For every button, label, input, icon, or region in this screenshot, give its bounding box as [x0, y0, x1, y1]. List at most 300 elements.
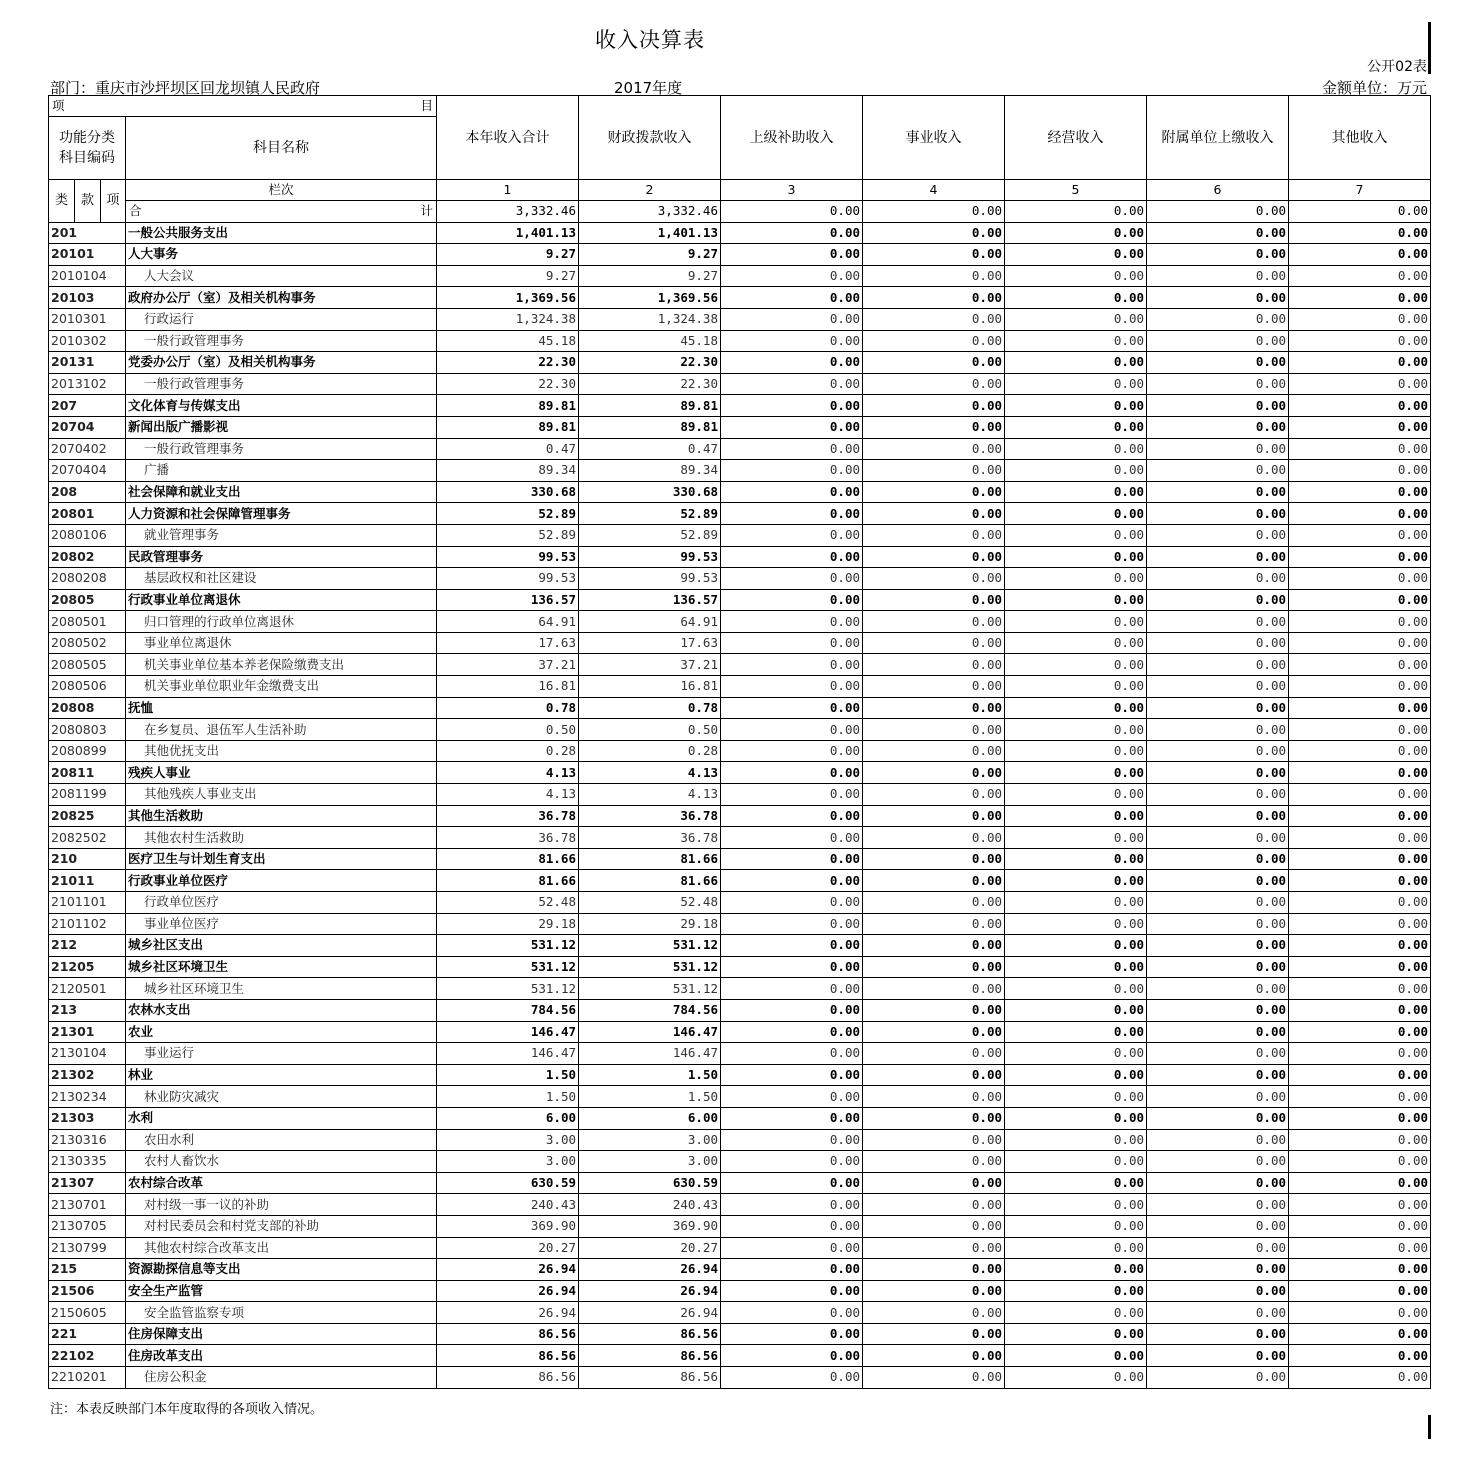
amount-cell: 26.94	[579, 1259, 721, 1281]
amount-cell: 0.00	[1005, 935, 1147, 957]
amount-cell: 0.00	[1005, 265, 1147, 287]
amount-cell: 0.00	[1005, 632, 1147, 654]
subject-name	[126, 1259, 437, 1281]
amount-cell: 0.00	[863, 1086, 1005, 1108]
amount-cell: 52.89	[579, 503, 721, 525]
subject-code: 2130335	[49, 1151, 126, 1173]
amount-cell: 0.00	[863, 244, 1005, 266]
amount-cell: 630.59	[579, 1172, 721, 1194]
amount-cell: 0.00	[1005, 978, 1147, 1000]
amount-cell: 0.00	[721, 373, 863, 395]
amount-cell: 9.27	[579, 265, 721, 287]
subject-name	[126, 568, 437, 590]
amount-cell: 0.00	[721, 1323, 863, 1345]
col-header-2: 财政拨款收入	[579, 96, 721, 180]
amount-cell: 0.00	[1289, 870, 1431, 892]
amount-cell: 531.12	[437, 978, 579, 1000]
amount-cell: 0.00	[1289, 1215, 1431, 1237]
table-row	[49, 416, 1431, 438]
subject-name-text: 水利	[128, 1110, 154, 1126]
amount-cell: 0.00	[1147, 1194, 1289, 1216]
amount-cell: 0.00	[721, 719, 863, 741]
subject-name	[126, 870, 437, 892]
amount-cell: 36.78	[579, 805, 721, 827]
subject-name-text: 一般行政管理事务	[144, 332, 245, 348]
amount-cell: 330.68	[579, 481, 721, 503]
amount-cell: 0.00	[1147, 827, 1289, 849]
amount-cell: 0.00	[1005, 654, 1147, 676]
subject-name-text: 党委办公厅（室）及相关机构事务	[128, 354, 316, 370]
func-code-line2: 科目编码	[59, 150, 115, 166]
amount-cell: 0.00	[721, 416, 863, 438]
table-row	[49, 654, 1431, 676]
amount-cell: 0.00	[1289, 784, 1431, 806]
amount-cell: 86.56	[579, 1345, 721, 1367]
subject-code: 20811	[49, 762, 126, 784]
subject-name-text: 住房保障支出	[128, 1326, 204, 1342]
amount-cell: 0.00	[863, 416, 1005, 438]
amount-cell: 0.00	[863, 287, 1005, 309]
xiang-header: 项	[101, 180, 126, 223]
amount-cell: 0.00	[721, 589, 863, 611]
table-row	[49, 1021, 1431, 1043]
amount-cell: 64.91	[437, 611, 579, 633]
amount-cell: 0.00	[1005, 481, 1147, 503]
amount-cell: 0.00	[721, 913, 863, 935]
subject-name	[126, 913, 437, 935]
subject-code: 2080899	[49, 740, 126, 762]
amount-cell: 0.00	[1005, 1302, 1147, 1324]
amount-cell: 0.00	[1289, 568, 1431, 590]
amount-cell: 81.66	[579, 848, 721, 870]
amount-cell: 1,401.13	[579, 222, 721, 244]
total-value: 0.00	[863, 201, 1005, 223]
table-row	[49, 956, 1431, 978]
subject-name-text: 农业	[128, 1023, 154, 1039]
amount-cell: 0.00	[1289, 395, 1431, 417]
subject-name-text: 文化体育与传媒支出	[128, 397, 241, 413]
subject-name-text: 事业运行	[144, 1045, 195, 1061]
subject-name	[126, 805, 437, 827]
table-row	[49, 524, 1431, 546]
amount-cell: 0.00	[1289, 892, 1431, 914]
amount-cell: 0.00	[1147, 978, 1289, 1000]
amount-cell: 0.00	[863, 1323, 1005, 1345]
amount-cell: 0.00	[1147, 395, 1289, 417]
amount-cell: 9.27	[437, 244, 579, 266]
amount-cell: 0.00	[863, 330, 1005, 352]
subject-name-text: 林业防灾减灾	[144, 1088, 220, 1104]
amount-cell: 0.00	[1147, 1064, 1289, 1086]
amount-cell: 0.00	[721, 1064, 863, 1086]
amount-cell: 0.50	[437, 719, 579, 741]
subject-name-text: 人力资源和社会保障管理事务	[128, 505, 291, 521]
subject-name	[126, 892, 437, 914]
amount-cell: 36.78	[437, 827, 579, 849]
subject-name	[126, 1194, 437, 1216]
subject-name-text: 行政运行	[144, 311, 195, 327]
col-number-3: 3	[721, 180, 863, 201]
subject-code: 20808	[49, 697, 126, 719]
subject-code: 21307	[49, 1172, 126, 1194]
amount-cell: 0.00	[721, 222, 863, 244]
amount-cell: 0.00	[721, 1151, 863, 1173]
total-value: 0.00	[721, 201, 863, 223]
subject-code: 2080106	[49, 524, 126, 546]
amount-cell: 0.00	[1289, 352, 1431, 374]
amount-cell: 0.00	[721, 1215, 863, 1237]
amount-cell: 52.48	[579, 892, 721, 914]
amount-cell: 0.00	[1147, 632, 1289, 654]
amount-cell: 0.00	[1289, 546, 1431, 568]
amount-cell: 37.21	[437, 654, 579, 676]
amount-cell: 86.56	[579, 1323, 721, 1345]
amount-cell: 784.56	[437, 999, 579, 1021]
amount-cell: 0.00	[1147, 654, 1289, 676]
subject-code: 2101101	[49, 892, 126, 914]
amount-cell: 0.00	[1005, 524, 1147, 546]
amount-cell: 0.00	[1289, 654, 1431, 676]
subject-name	[126, 503, 437, 525]
amount-cell: 0.00	[721, 956, 863, 978]
amount-cell: 0.00	[1005, 222, 1147, 244]
amount-cell: 0.00	[1147, 1259, 1289, 1281]
amount-cell: 0.00	[721, 697, 863, 719]
table-row	[49, 503, 1431, 525]
amount-cell: 0.00	[1147, 740, 1289, 762]
subject-name	[126, 1172, 437, 1194]
amount-cell: 0.00	[1147, 611, 1289, 633]
subject-name-text: 住房公积金	[144, 1369, 207, 1385]
subject-name-text: 机关事业单位基本养老保险缴费支出	[144, 656, 345, 672]
header-xiang-label: 项	[52, 98, 65, 113]
amount-cell: 0.00	[1005, 568, 1147, 590]
amount-cell: 20.27	[437, 1237, 579, 1259]
amount-cell: 89.34	[579, 460, 721, 482]
amount-cell: 0.00	[1005, 287, 1147, 309]
header-xiang-mu	[49, 96, 437, 117]
amount-cell: 4.13	[579, 784, 721, 806]
amount-cell: 0.00	[1289, 1259, 1431, 1281]
amount-cell: 99.53	[437, 568, 579, 590]
amount-cell: 0.00	[1289, 1021, 1431, 1043]
amount-cell: 17.63	[437, 632, 579, 654]
amount-cell: 136.57	[579, 589, 721, 611]
subject-name	[126, 373, 437, 395]
amount-cell: 0.00	[863, 956, 1005, 978]
amount-cell: 45.18	[437, 330, 579, 352]
amount-cell: 0.00	[1289, 481, 1431, 503]
subject-name	[126, 308, 437, 330]
amount-cell: 37.21	[579, 654, 721, 676]
amount-cell: 0.00	[1147, 870, 1289, 892]
amount-cell: 0.00	[721, 524, 863, 546]
amount-cell: 0.00	[1289, 1280, 1431, 1302]
amount-cell: 0.00	[1289, 373, 1431, 395]
subject-name	[126, 999, 437, 1021]
amount-cell: 1.50	[579, 1064, 721, 1086]
amount-cell: 1,324.38	[579, 308, 721, 330]
amount-cell: 0.00	[863, 373, 1005, 395]
subject-name	[126, 978, 437, 1000]
amount-cell: 3.00	[437, 1129, 579, 1151]
amount-cell: 0.00	[1147, 460, 1289, 482]
department-label: 部门：重庆市沙坪坝区回龙坝镇人民政府	[50, 79, 321, 97]
subject-code: 21303	[49, 1107, 126, 1129]
amount-cell: 531.12	[437, 956, 579, 978]
amount-cell: 0.00	[1147, 892, 1289, 914]
total-value: 0.00	[1289, 201, 1431, 223]
subject-name-text: 机关事业单位职业年金缴费支出	[144, 678, 320, 694]
subject-name-text: 行政事业单位离退休	[128, 591, 241, 607]
amount-cell: 0.00	[721, 244, 863, 266]
table-row	[49, 632, 1431, 654]
subject-code: 207	[49, 395, 126, 417]
amount-cell: 89.81	[579, 395, 721, 417]
amount-cell: 0.00	[721, 611, 863, 633]
subject-name	[126, 1043, 437, 1065]
subject-name	[126, 395, 437, 417]
amount-cell: 0.00	[863, 395, 1005, 417]
amount-cell: 0.00	[721, 460, 863, 482]
amount-cell: 0.00	[1147, 805, 1289, 827]
amount-cell: 17.63	[579, 632, 721, 654]
subject-name-text: 事业单位医疗	[144, 915, 220, 931]
amount-cell: 64.91	[579, 611, 721, 633]
amount-cell: 0.00	[1289, 1345, 1431, 1367]
subject-name	[126, 352, 437, 374]
amount-cell: 89.81	[579, 416, 721, 438]
amount-cell: 0.00	[1147, 1302, 1289, 1324]
amount-cell: 0.00	[721, 1367, 863, 1389]
subject-code: 2082502	[49, 827, 126, 849]
subject-code: 2130234	[49, 1086, 126, 1108]
table-row	[49, 1237, 1431, 1259]
col-header-5: 经营收入	[1005, 96, 1147, 180]
subject-code: 2080208	[49, 568, 126, 590]
fiscal-year: 2017年度	[614, 79, 683, 97]
subject-name-text: 林业	[128, 1067, 154, 1083]
subject-name	[126, 287, 437, 309]
subject-code: 208	[49, 481, 126, 503]
income-final-accounts-table	[48, 95, 1431, 1389]
subject-name	[126, 762, 437, 784]
col-header-7: 其他收入	[1289, 96, 1431, 180]
amount-cell: 0.00	[863, 352, 1005, 374]
amount-cell: 0.00	[863, 913, 1005, 935]
subject-code: 2130705	[49, 1215, 126, 1237]
amount-cell: 0.00	[1289, 827, 1431, 849]
amount-cell: 22.30	[579, 373, 721, 395]
amount-cell: 0.00	[721, 1107, 863, 1129]
amount-cell: 0.00	[1289, 1323, 1431, 1345]
subject-name	[126, 460, 437, 482]
table-row	[49, 611, 1431, 633]
table-row	[49, 978, 1431, 1000]
amount-cell: 0.00	[863, 438, 1005, 460]
amount-cell: 0.00	[721, 632, 863, 654]
table-row	[49, 740, 1431, 762]
amount-cell: 0.00	[1289, 1367, 1431, 1389]
amount-cell: 0.00	[1289, 805, 1431, 827]
amount-cell: 0.00	[1289, 956, 1431, 978]
total-value: 0.00	[1147, 201, 1289, 223]
amount-cell: 0.00	[863, 1151, 1005, 1173]
subject-name-text: 对村级一事一议的补助	[144, 1196, 270, 1212]
amount-cell: 0.00	[1005, 1043, 1147, 1065]
amount-cell: 0.00	[1147, 1043, 1289, 1065]
subject-name-text: 民政管理事务	[128, 548, 204, 564]
amount-cell: 0.00	[1147, 222, 1289, 244]
subject-name	[126, 935, 437, 957]
amount-cell: 0.00	[1005, 1323, 1147, 1345]
table-row	[49, 546, 1431, 568]
total-value: 3,332.46	[437, 201, 579, 223]
amount-cell: 531.12	[437, 935, 579, 957]
amount-cell: 240.43	[579, 1194, 721, 1216]
col-header-4: 事业收入	[863, 96, 1005, 180]
amount-cell: 531.12	[579, 978, 721, 1000]
amount-cell: 0.00	[1005, 1064, 1147, 1086]
amount-cell: 1,324.38	[437, 308, 579, 330]
amount-cell: 0.00	[1005, 676, 1147, 698]
amount-cell: 16.81	[579, 676, 721, 698]
table-row	[49, 481, 1431, 503]
amount-cell: 0.00	[1289, 438, 1431, 460]
func-code-header	[49, 117, 126, 180]
amount-cell: 0.00	[1005, 1345, 1147, 1367]
amount-cell: 0.00	[863, 632, 1005, 654]
amount-cell: 0.00	[721, 762, 863, 784]
subject-name-text: 行政单位医疗	[144, 894, 220, 910]
amount-cell: 531.12	[579, 935, 721, 957]
amount-cell: 0.00	[1147, 1151, 1289, 1173]
amount-cell: 0.00	[721, 1280, 863, 1302]
subject-code: 2210201	[49, 1367, 126, 1389]
amount-cell: 0.00	[721, 978, 863, 1000]
amount-cell: 16.81	[437, 676, 579, 698]
amount-cell: 0.47	[579, 438, 721, 460]
amount-cell: 86.56	[579, 1367, 721, 1389]
subject-name	[126, 1367, 437, 1389]
amount-cell: 0.00	[863, 503, 1005, 525]
amount-cell: 0.00	[721, 827, 863, 849]
table-row	[49, 1107, 1431, 1129]
amount-cell: 3.00	[579, 1129, 721, 1151]
subject-name	[126, 654, 437, 676]
amount-cell: 146.47	[579, 1021, 721, 1043]
subject-code: 2080506	[49, 676, 126, 698]
amount-cell: 0.00	[1147, 1129, 1289, 1151]
amount-cell: 89.81	[437, 416, 579, 438]
amount-cell: 0.00	[1289, 589, 1431, 611]
amount-cell: 0.00	[863, 1280, 1005, 1302]
amount-cell: 0.28	[579, 740, 721, 762]
amount-cell: 784.56	[579, 999, 721, 1021]
amount-cell: 36.78	[437, 805, 579, 827]
amount-cell: 0.00	[1289, 611, 1431, 633]
subject-name	[126, 611, 437, 633]
subject-code: 210	[49, 848, 126, 870]
amount-cell: 0.00	[1005, 1151, 1147, 1173]
subject-code: 2080505	[49, 654, 126, 676]
amount-cell: 531.12	[579, 956, 721, 978]
table-row	[49, 1043, 1431, 1065]
amount-cell: 0.78	[437, 697, 579, 719]
amount-cell: 0.00	[1005, 1237, 1147, 1259]
amount-cell: 0.00	[1005, 1280, 1147, 1302]
amount-cell: 1.50	[579, 1086, 721, 1108]
subject-code: 2081199	[49, 784, 126, 806]
table-row	[49, 1194, 1431, 1216]
subject-name-text: 归口管理的行政单位离退休	[144, 613, 295, 629]
amount-cell: 1,369.56	[437, 287, 579, 309]
amount-cell: 0.00	[721, 265, 863, 287]
subject-name-text: 城乡社区支出	[128, 937, 204, 953]
subject-name	[126, 222, 437, 244]
amount-cell: 0.00	[1289, 978, 1431, 1000]
amount-cell: 0.47	[437, 438, 579, 460]
amount-cell: 0.00	[1147, 244, 1289, 266]
amount-cell: 0.00	[1147, 287, 1289, 309]
table-row	[49, 1215, 1431, 1237]
amount-cell: 0.00	[863, 1107, 1005, 1129]
amount-cell: 0.00	[1147, 848, 1289, 870]
amount-cell: 0.00	[1147, 481, 1289, 503]
amount-cell: 1,369.56	[579, 287, 721, 309]
lei-header: 类	[49, 180, 75, 223]
subject-name	[126, 632, 437, 654]
subject-name-text: 对村民委员会和村党支部的补助	[144, 1218, 320, 1234]
right-edge-bar-bottom	[1428, 1415, 1431, 1439]
table-row	[49, 827, 1431, 849]
amount-cell: 0.00	[863, 265, 1005, 287]
amount-cell: 0.00	[863, 870, 1005, 892]
subject-name-text: 其他农村综合改革支出	[144, 1239, 270, 1255]
subject-name-text: 其他残疾人事业支出	[144, 786, 257, 802]
subject-code: 2130316	[49, 1129, 126, 1151]
col-number-4: 4	[863, 180, 1005, 201]
subject-name	[126, 481, 437, 503]
subject-code: 20131	[49, 352, 126, 374]
amount-cell: 0.00	[721, 935, 863, 957]
amount-cell: 0.00	[1147, 589, 1289, 611]
amount-cell: 0.00	[1147, 1280, 1289, 1302]
total-label-right: 计	[420, 203, 433, 218]
table-row	[49, 1367, 1431, 1389]
amount-cell: 0.00	[863, 935, 1005, 957]
amount-cell: 0.00	[1005, 956, 1147, 978]
amount-cell: 0.00	[721, 287, 863, 309]
amount-cell: 0.00	[1289, 719, 1431, 741]
subject-name	[126, 784, 437, 806]
amount-cell: 0.00	[721, 1172, 863, 1194]
amount-cell: 4.13	[579, 762, 721, 784]
amount-cell: 99.53	[579, 546, 721, 568]
subject-name	[126, 848, 437, 870]
subject-name-text: 一般行政管理事务	[144, 376, 245, 392]
subject-code: 2070402	[49, 438, 126, 460]
amount-cell: 0.00	[721, 1345, 863, 1367]
amount-cell: 20.27	[579, 1237, 721, 1259]
amount-cell: 0.00	[863, 1302, 1005, 1324]
amount-cell: 81.66	[579, 870, 721, 892]
amount-cell: 0.00	[721, 1043, 863, 1065]
amount-cell: 0.00	[863, 1172, 1005, 1194]
amount-cell: 4.13	[437, 784, 579, 806]
subject-code: 20805	[49, 589, 126, 611]
amount-cell: 89.81	[437, 395, 579, 417]
